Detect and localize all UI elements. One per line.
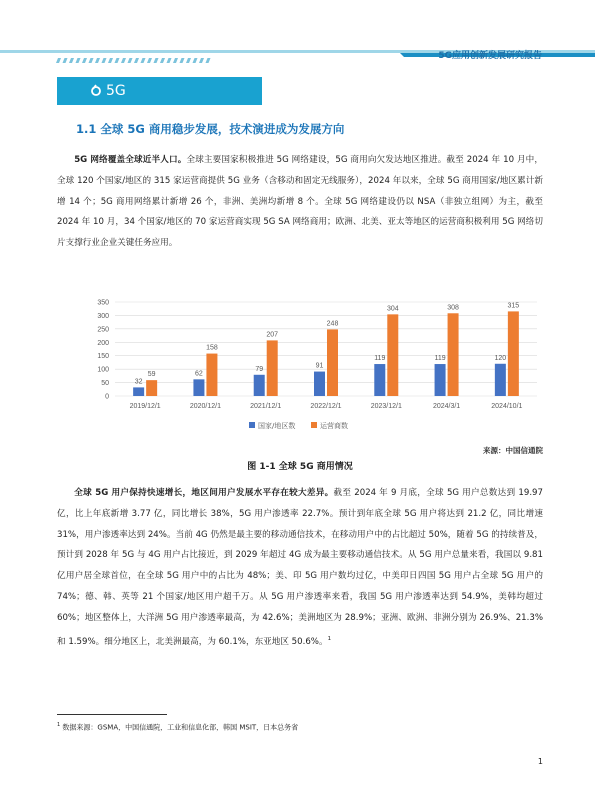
footnote-reference[interactable]: 1	[327, 635, 332, 642]
footnote	[57, 722, 543, 732]
y-tick-label: 50	[101, 380, 109, 388]
data-label: 120	[494, 354, 507, 362]
x-tick-label: 2023/12/1	[370, 403, 402, 410]
paragraph-body: 全球主要国家积极推进 5G 网络建设，5G 商用向欠发达地区推进。截至 2024 年 10 月中，全球 120 个国家/地区的 315 家运营商提供 5G 业务（含移动和固定无线服务），2024 年以来，全球 5G 商用国家/地区累计新增 14 个；5G 商用网络累计新增 26 个，非洲、美洲均新增 8 个。全球 5G 网络建设仍以 NSA（非独立组网）为主，截至 2024 年 10 月，34 个国家/地区的 70 家运营商实现 5G SA 网络商用；欧洲、北美、亚太等地区的运营商积极利用 5G 网络切片支撑行业企业关键任务应用。	[57, 155, 544, 249]
bar	[314, 372, 325, 396]
y-tick-label: 250	[97, 326, 109, 334]
legend-swatch	[249, 422, 255, 428]
x-tick-label: 2019/12/1	[129, 403, 161, 410]
x-tick-label: 2024/3/1	[432, 403, 461, 410]
bar	[435, 364, 446, 396]
bar	[508, 311, 519, 396]
legend-label: 国家/地区数	[258, 422, 296, 430]
y-tick-label: 200	[97, 339, 109, 347]
bar	[146, 380, 157, 396]
bar	[374, 364, 385, 396]
bar	[448, 313, 459, 396]
data-label: 308	[447, 304, 459, 312]
section-title: 1.1 全球 5G 商用稳步发展，技术演进成为发展方向	[76, 122, 345, 136]
x-tick-label: 2022/12/1	[310, 403, 342, 410]
data-label: 62	[195, 370, 203, 378]
data-label: 79	[255, 365, 264, 373]
chapter-title: 5G	[106, 83, 126, 99]
data-label: 119	[374, 355, 386, 363]
x-tick-label: 2020/12/1	[189, 403, 222, 410]
footnote-divider	[57, 714, 167, 715]
footnote-number: 1	[57, 722, 61, 728]
y-tick-label: 100	[97, 366, 109, 374]
figure-caption: 图 1-1 全球 5G 商用情况	[247, 462, 353, 472]
bar	[133, 387, 144, 396]
y-tick-label: 150	[97, 353, 109, 361]
x-tick-label: 2024/10/1	[491, 403, 523, 410]
bar	[254, 375, 265, 396]
bar	[267, 340, 278, 396]
signal-icon	[87, 83, 103, 99]
y-tick-label: 0	[105, 393, 109, 401]
bar	[387, 314, 398, 396]
data-label: 207	[266, 331, 279, 339]
bar	[193, 379, 204, 396]
legend-label: 运营商数	[320, 422, 348, 430]
paragraph-5g-coverage	[57, 150, 543, 254]
bar	[495, 364, 506, 396]
data-label: 32	[134, 378, 143, 386]
data-label: 59	[147, 371, 156, 379]
y-tick-label: 300	[97, 312, 109, 320]
footnote-text: 数据来源：GSMA，中国信通院，工业和信息化部，韩国 MSIT，日本总务省	[62, 723, 299, 732]
x-tick-label: 2021/12/1	[250, 403, 282, 410]
paragraph-lead: 5G 网络覆盖全球近半人口。	[74, 155, 187, 165]
data-label: 248	[326, 320, 339, 328]
data-label: 119	[434, 355, 446, 363]
paragraph-5g-users	[57, 483, 543, 652]
bar	[206, 354, 217, 396]
data-label: 91	[315, 362, 324, 370]
page-number: 1	[537, 757, 543, 766]
header-report-title: 5G应用创新发展研究报告	[438, 51, 542, 61]
paragraph-body: 截至 2024 年 9 月底，全球 5G 用户总数达到 19.97 亿，比上年底新增 3.77 亿，同比增长 38%，5G 用户渗透率 22.7%。预计到年底全球 5G 用户将达到 21.2 亿，同比增速 31%，用户渗透率达到 24%。当前 4G 仍然是最主要的移动通信技术，在移动用户中的占比超过 50%，随着 5G 的持续普及，预计到 2028 年 5G 与 4G 用户占比接近，到 2029 年超过 4G 成为最主要移动通信技术。从 5G 用户总量来看，我国以 9.81 亿用户居全球首位，在全球 5G 用户中的占比为 48%；美、印 5G 用户数均过亿，中美印日四国 5G 用户占全球 5G 用户的 74%；德、韩、英等 21 个国家/地区用户超千万。从 5G 用户渗透率来看，我国 5G 用户渗透率达到 54.9%，美韩均超过 60%；地区整体上，大洋洲 5G 用户渗透率最高，为 42.6%；美洲地区为 28.9%；亚洲、欧洲、非洲分别为 26.9%、21.3%和 1.59%。细分地区上，北美洲最高，为 60.1%，东亚地区 50.6%。	[57, 488, 543, 647]
y-tick-label: 350	[97, 299, 109, 307]
legend-swatch	[311, 422, 317, 428]
bar	[327, 329, 338, 396]
figure-source: 来源：中国信通院	[483, 446, 543, 455]
data-label: 158	[206, 344, 218, 352]
data-label: 304	[386, 305, 399, 313]
data-label: 315	[507, 302, 520, 310]
paragraph-lead: 全球 5G 用户保持快速增长，地区间用户发展水平存在较大差异。	[74, 488, 334, 498]
bar-chart-5g-commercial	[57, 290, 543, 440]
